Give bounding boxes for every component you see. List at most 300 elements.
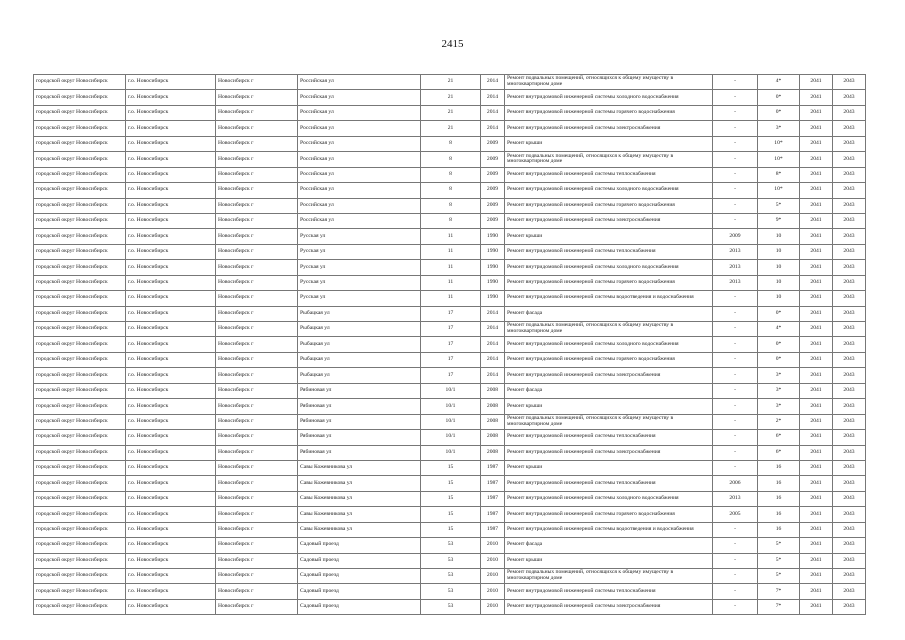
street-cell: Российская ул: [298, 198, 421, 213]
settlement-cell: Новосибирск г: [216, 368, 298, 383]
last-repair-year-cell: -: [713, 522, 758, 537]
street-cell: Русская ул: [298, 229, 421, 244]
build-year-cell: 2009: [481, 198, 505, 213]
street-cell: Садовый проезд: [298, 569, 421, 584]
work-type-cell: Ремонт внутридомовой инженерной системы теплоснабжения: [505, 430, 713, 445]
wear-cell: 3*: [758, 121, 800, 136]
city-district-cell: г.о. Новосибирск: [126, 291, 216, 306]
house-number-cell: 53: [421, 538, 481, 553]
work-type-cell: Ремонт крыши: [505, 399, 713, 414]
house-number-cell: 53: [421, 599, 481, 614]
wear-cell: 16: [758, 491, 800, 506]
house-number-cell: 11: [421, 229, 481, 244]
work-type-cell: Ремонт крыши: [505, 460, 713, 475]
plan-start-cell: 2041: [800, 213, 833, 228]
plan-start-cell: 2041: [800, 121, 833, 136]
plan-end-cell: 2043: [833, 183, 866, 198]
wear-cell: 10*: [758, 152, 800, 167]
settlement-cell: Новосибирск г: [216, 383, 298, 398]
settlement-cell: Новосибирск г: [216, 352, 298, 367]
settlement-cell: Новосибирск г: [216, 136, 298, 151]
house-number-cell: 10/1: [421, 399, 481, 414]
municipal-district-cell: городской округ Новосибирск: [34, 399, 126, 414]
city-district-cell: г.о. Новосибирск: [126, 491, 216, 506]
settlement-cell: Новосибирск г: [216, 260, 298, 275]
house-number-cell: 15: [421, 460, 481, 475]
plan-start-cell: 2041: [800, 476, 833, 491]
wear-cell: 6*: [758, 430, 800, 445]
city-district-cell: г.о. Новосибирск: [126, 136, 216, 151]
plan-end-cell: 2043: [833, 538, 866, 553]
last-repair-year-cell: 2013: [713, 275, 758, 290]
last-repair-year-cell: 2005: [713, 507, 758, 522]
municipal-district-cell: городской округ Новосибирск: [34, 306, 126, 321]
plan-end-cell: 2043: [833, 491, 866, 506]
house-number-cell: 21: [421, 105, 481, 120]
municipal-district-cell: городской округ Новосибирск: [34, 352, 126, 367]
plan-end-cell: 2043: [833, 383, 866, 398]
build-year-cell: 2014: [481, 322, 505, 337]
last-repair-year-cell: -: [713, 584, 758, 599]
wear-cell: 10*: [758, 136, 800, 151]
municipal-district-cell: городской округ Новосибирск: [34, 183, 126, 198]
municipal-district-cell: городской округ Новосибирск: [34, 491, 126, 506]
build-year-cell: 1990: [481, 244, 505, 259]
work-type-cell: Ремонт внутридомовой инженерной системы холодного водоснабжения: [505, 260, 713, 275]
municipal-district-cell: городской округ Новосибирск: [34, 322, 126, 337]
plan-start-cell: 2041: [800, 291, 833, 306]
table-row: [34, 105, 866, 120]
last-repair-year-cell: -: [713, 136, 758, 151]
municipal-district-cell: городской округ Новосибирск: [34, 275, 126, 290]
city-district-cell: г.о. Новосибирск: [126, 538, 216, 553]
build-year-cell: 2008: [481, 445, 505, 460]
wear-cell: 4*: [758, 322, 800, 337]
plan-start-cell: 2041: [800, 322, 833, 337]
house-number-cell: 10/1: [421, 430, 481, 445]
table-row: [34, 460, 866, 475]
house-number-cell: 17: [421, 337, 481, 352]
last-repair-year-cell: -: [713, 90, 758, 105]
house-number-cell: 21: [421, 121, 481, 136]
build-year-cell: 1990: [481, 260, 505, 275]
house-number-cell: 11: [421, 244, 481, 259]
house-number-cell: 11: [421, 260, 481, 275]
wear-cell: 7*: [758, 599, 800, 614]
build-year-cell: 2008: [481, 383, 505, 398]
build-year-cell: 2010: [481, 553, 505, 568]
city-district-cell: г.о. Новосибирск: [126, 522, 216, 537]
last-repair-year-cell: -: [713, 399, 758, 414]
settlement-cell: Новосибирск г: [216, 322, 298, 337]
build-year-cell: 2010: [481, 599, 505, 614]
wear-cell: 5*: [758, 538, 800, 553]
work-type-cell: Ремонт крыши: [505, 553, 713, 568]
house-number-cell: 8: [421, 183, 481, 198]
build-year-cell: 2010: [481, 569, 505, 584]
plan-start-cell: 2041: [800, 569, 833, 584]
street-cell: Рыбацкая ул: [298, 337, 421, 352]
table-body: [34, 75, 866, 615]
table-row: [34, 507, 866, 522]
build-year-cell: 2008: [481, 430, 505, 445]
wear-cell: 7*: [758, 584, 800, 599]
table-row: [34, 430, 866, 445]
last-repair-year-cell: -: [713, 306, 758, 321]
table-row: [34, 275, 866, 290]
work-type-cell: Ремонт внутридомовой инженерной системы горячего водоснабжения: [505, 198, 713, 213]
build-year-cell: 2014: [481, 368, 505, 383]
municipal-district-cell: городской округ Новосибирск: [34, 368, 126, 383]
table-row: [34, 352, 866, 367]
street-cell: Российская ул: [298, 136, 421, 151]
wear-cell: 3*: [758, 383, 800, 398]
plan-start-cell: 2041: [800, 90, 833, 105]
wear-cell: 10: [758, 291, 800, 306]
wear-cell: 5*: [758, 198, 800, 213]
plan-start-cell: 2041: [800, 244, 833, 259]
wear-cell: 0*: [758, 105, 800, 120]
city-district-cell: г.о. Новосибирск: [126, 105, 216, 120]
street-cell: Рыбацкая ул: [298, 352, 421, 367]
municipal-district-cell: городской округ Новосибирск: [34, 260, 126, 275]
plan-end-cell: 2043: [833, 599, 866, 614]
house-number-cell: 8: [421, 136, 481, 151]
plan-end-cell: 2043: [833, 244, 866, 259]
build-year-cell: 2014: [481, 105, 505, 120]
city-district-cell: г.о. Новосибирск: [126, 383, 216, 398]
table-row: [34, 445, 866, 460]
work-type-cell: Ремонт внутридомовой инженерной системы электроснабжения: [505, 368, 713, 383]
plan-end-cell: 2043: [833, 90, 866, 105]
plan-start-cell: 2041: [800, 399, 833, 414]
street-cell: Российская ул: [298, 167, 421, 182]
settlement-cell: Новосибирск г: [216, 599, 298, 614]
work-type-cell: Ремонт подвальных помещений, относящихся к общему имуществу в многоквартирном доме: [505, 569, 713, 584]
work-type-cell: Ремонт подвальных помещений, относящихся к общему имуществу в многоквартирном доме: [505, 75, 713, 90]
municipal-district-cell: городской округ Новосибирск: [34, 569, 126, 584]
street-cell: Рябиновая ул: [298, 414, 421, 429]
settlement-cell: Новосибирск г: [216, 105, 298, 120]
table-row: [34, 522, 866, 537]
last-repair-year-cell: 2013: [713, 244, 758, 259]
settlement-cell: Новосибирск г: [216, 507, 298, 522]
wear-cell: 2*: [758, 414, 800, 429]
city-district-cell: г.о. Новосибирск: [126, 460, 216, 475]
plan-start-cell: 2041: [800, 460, 833, 475]
wear-cell: 9*: [758, 213, 800, 228]
last-repair-year-cell: -: [713, 75, 758, 90]
plan-start-cell: 2041: [800, 522, 833, 537]
plan-start-cell: 2041: [800, 260, 833, 275]
last-repair-year-cell: -: [713, 599, 758, 614]
settlement-cell: Новосибирск г: [216, 291, 298, 306]
city-district-cell: г.о. Новосибирск: [126, 152, 216, 167]
wear-cell: 0*: [758, 337, 800, 352]
street-cell: Российская ул: [298, 121, 421, 136]
plan-end-cell: 2043: [833, 260, 866, 275]
settlement-cell: Новосибирск г: [216, 399, 298, 414]
plan-end-cell: 2043: [833, 414, 866, 429]
house-number-cell: 53: [421, 569, 481, 584]
last-repair-year-cell: -: [713, 538, 758, 553]
wear-cell: 3*: [758, 399, 800, 414]
work-type-cell: Ремонт подвальных помещений, относящихся к общему имуществу в многоквартирном доме: [505, 414, 713, 429]
wear-cell: 3*: [758, 368, 800, 383]
build-year-cell: 1987: [481, 522, 505, 537]
table-row: [34, 152, 866, 167]
city-district-cell: г.о. Новосибирск: [126, 275, 216, 290]
work-type-cell: Ремонт внутридомовой инженерной системы электроснабжения: [505, 213, 713, 228]
settlement-cell: Новосибирск г: [216, 275, 298, 290]
city-district-cell: г.о. Новосибирск: [126, 167, 216, 182]
work-type-cell: Ремонт внутридомовой инженерной системы водоотведения и водоснабжения: [505, 522, 713, 537]
municipal-district-cell: городской округ Новосибирск: [34, 584, 126, 599]
street-cell: Рябиновая ул: [298, 383, 421, 398]
street-cell: Русская ул: [298, 244, 421, 259]
municipal-district-cell: городской округ Новосибирск: [34, 291, 126, 306]
municipal-district-cell: городской округ Новосибирск: [34, 244, 126, 259]
house-number-cell: 8: [421, 198, 481, 213]
city-district-cell: г.о. Новосибирск: [126, 368, 216, 383]
street-cell: Савы Кожевникова ул: [298, 491, 421, 506]
wear-cell: 0*: [758, 306, 800, 321]
settlement-cell: Новосибирск г: [216, 229, 298, 244]
last-repair-year-cell: -: [713, 167, 758, 182]
last-repair-year-cell: -: [713, 337, 758, 352]
plan-end-cell: 2043: [833, 322, 866, 337]
page-number: 2415: [441, 38, 464, 50]
last-repair-year-cell: -: [713, 183, 758, 198]
work-type-cell: Ремонт внутридомовой инженерной системы электроснабжения: [505, 599, 713, 614]
last-repair-year-cell: 2006: [713, 476, 758, 491]
plan-start-cell: 2041: [800, 553, 833, 568]
table-row: [34, 75, 866, 90]
work-type-cell: Ремонт внутридомовой инженерной системы теплоснабжения: [505, 167, 713, 182]
table-row: [34, 291, 866, 306]
table-row: [34, 244, 866, 259]
work-type-cell: Ремонт фасада: [505, 383, 713, 398]
plan-start-cell: 2041: [800, 538, 833, 553]
build-year-cell: 2009: [481, 213, 505, 228]
street-cell: Рыбацкая ул: [298, 306, 421, 321]
build-year-cell: 2014: [481, 352, 505, 367]
municipal-district-cell: городской округ Новосибирск: [34, 75, 126, 90]
street-cell: Рябиновая ул: [298, 399, 421, 414]
work-type-cell: Ремонт внутридомовой инженерной системы холодного водоснабжения: [505, 337, 713, 352]
plan-end-cell: 2043: [833, 553, 866, 568]
work-type-cell: Ремонт внутридомовой инженерной системы горячего водоснабжения: [505, 275, 713, 290]
municipal-district-cell: городской округ Новосибирск: [34, 90, 126, 105]
table-row: [34, 337, 866, 352]
work-type-cell: Ремонт внутридомовой инженерной системы теплоснабжения: [505, 244, 713, 259]
plan-start-cell: 2041: [800, 306, 833, 321]
work-type-cell: Ремонт внутридомовой инженерной системы теплоснабжения: [505, 584, 713, 599]
settlement-cell: Новосибирск г: [216, 476, 298, 491]
plan-end-cell: 2043: [833, 445, 866, 460]
last-repair-year-cell: -: [713, 213, 758, 228]
table-row: [34, 260, 866, 275]
settlement-cell: Новосибирск г: [216, 522, 298, 537]
build-year-cell: 2009: [481, 183, 505, 198]
build-year-cell: 2014: [481, 90, 505, 105]
house-number-cell: 53: [421, 553, 481, 568]
street-cell: Садовый проезд: [298, 584, 421, 599]
street-cell: Русская ул: [298, 291, 421, 306]
street-cell: Русская ул: [298, 275, 421, 290]
municipal-district-cell: городской округ Новосибирск: [34, 105, 126, 120]
work-type-cell: Ремонт внутридомовой инженерной системы холодного водоснабжения: [505, 491, 713, 506]
street-cell: Савы Кожевникова ул: [298, 476, 421, 491]
build-year-cell: 2009: [481, 167, 505, 182]
street-cell: Российская ул: [298, 105, 421, 120]
city-district-cell: г.о. Новосибирск: [126, 322, 216, 337]
table-row: [34, 198, 866, 213]
city-district-cell: г.о. Новосибирск: [126, 244, 216, 259]
last-repair-year-cell: -: [713, 383, 758, 398]
plan-end-cell: 2043: [833, 399, 866, 414]
municipal-district-cell: городской округ Новосибирск: [34, 507, 126, 522]
municipal-district-cell: городской округ Новосибирск: [34, 414, 126, 429]
wear-cell: 5*: [758, 553, 800, 568]
last-repair-year-cell: -: [713, 430, 758, 445]
table-row: [34, 599, 866, 614]
plan-end-cell: 2043: [833, 136, 866, 151]
work-type-cell: Ремонт фасада: [505, 538, 713, 553]
settlement-cell: Новосибирск г: [216, 414, 298, 429]
house-number-cell: 8: [421, 152, 481, 167]
table-row: [34, 167, 866, 182]
plan-end-cell: 2043: [833, 352, 866, 367]
table-row: [34, 368, 866, 383]
work-type-cell: Ремонт внутридомовой инженерной системы водоотведения и водоснабжения: [505, 291, 713, 306]
last-repair-year-cell: -: [713, 152, 758, 167]
house-number-cell: 15: [421, 522, 481, 537]
wear-cell: 8*: [758, 167, 800, 182]
municipal-district-cell: городской округ Новосибирск: [34, 213, 126, 228]
municipal-district-cell: городской округ Новосибирск: [34, 383, 126, 398]
build-year-cell: 2010: [481, 538, 505, 553]
build-year-cell: 2009: [481, 136, 505, 151]
last-repair-year-cell: -: [713, 460, 758, 475]
city-district-cell: г.о. Новосибирск: [126, 75, 216, 90]
street-cell: Российская ул: [298, 213, 421, 228]
municipal-district-cell: городской округ Новосибирск: [34, 599, 126, 614]
city-district-cell: г.о. Новосибирск: [126, 414, 216, 429]
build-year-cell: 1990: [481, 291, 505, 306]
settlement-cell: Новосибирск г: [216, 538, 298, 553]
plan-end-cell: 2043: [833, 152, 866, 167]
build-year-cell: 2014: [481, 121, 505, 136]
municipal-district-cell: городской округ Новосибирск: [34, 460, 126, 475]
plan-end-cell: 2043: [833, 291, 866, 306]
wear-cell: 0*: [758, 352, 800, 367]
wear-cell: 16: [758, 476, 800, 491]
street-cell: Рябиновая ул: [298, 430, 421, 445]
repair-schedule-table: [33, 74, 866, 615]
table-row: [34, 136, 866, 151]
last-repair-year-cell: -: [713, 121, 758, 136]
house-number-cell: 10/1: [421, 383, 481, 398]
house-number-cell: 11: [421, 291, 481, 306]
work-type-cell: Ремонт подвальных помещений, относящихся к общему имуществу в многоквартирном доме: [505, 152, 713, 167]
plan-end-cell: 2043: [833, 476, 866, 491]
city-district-cell: г.о. Новосибирск: [126, 337, 216, 352]
wear-cell: 16: [758, 507, 800, 522]
city-district-cell: г.о. Новосибирск: [126, 198, 216, 213]
table-row: [34, 121, 866, 136]
last-repair-year-cell: -: [713, 322, 758, 337]
wear-cell: 10: [758, 260, 800, 275]
plan-start-cell: 2041: [800, 105, 833, 120]
work-type-cell: Ремонт внутридомовой инженерной системы горячего водоснабжения: [505, 507, 713, 522]
settlement-cell: Новосибирск г: [216, 198, 298, 213]
street-cell: Русская ул: [298, 260, 421, 275]
plan-start-cell: 2041: [800, 352, 833, 367]
street-cell: Савы Кожевникова ул: [298, 460, 421, 475]
build-year-cell: 1990: [481, 229, 505, 244]
house-number-cell: 10/1: [421, 414, 481, 429]
plan-end-cell: 2043: [833, 167, 866, 182]
city-district-cell: г.о. Новосибирск: [126, 569, 216, 584]
plan-end-cell: 2043: [833, 430, 866, 445]
municipal-district-cell: городской округ Новосибирск: [34, 337, 126, 352]
street-cell: Российская ул: [298, 183, 421, 198]
plan-start-cell: 2041: [800, 337, 833, 352]
last-repair-year-cell: -: [713, 368, 758, 383]
plan-start-cell: 2041: [800, 75, 833, 90]
plan-end-cell: 2043: [833, 198, 866, 213]
municipal-district-cell: городской округ Новосибирск: [34, 136, 126, 151]
street-cell: Российская ул: [298, 152, 421, 167]
street-cell: Савы Кожевникова ул: [298, 507, 421, 522]
table-row: [34, 491, 866, 506]
plan-start-cell: 2041: [800, 152, 833, 167]
build-year-cell: 1990: [481, 275, 505, 290]
plan-start-cell: 2041: [800, 383, 833, 398]
city-district-cell: г.о. Новосибирск: [126, 445, 216, 460]
wear-cell: 6*: [758, 445, 800, 460]
table-row: [34, 414, 866, 429]
wear-cell: 10*: [758, 183, 800, 198]
last-repair-year-cell: -: [713, 414, 758, 429]
work-type-cell: Ремонт внутридомовой инженерной системы холодного водоснабжения: [505, 183, 713, 198]
plan-end-cell: 2043: [833, 522, 866, 537]
settlement-cell: Новосибирск г: [216, 337, 298, 352]
settlement-cell: Новосибирск г: [216, 306, 298, 321]
wear-cell: 0*: [758, 90, 800, 105]
plan-start-cell: 2041: [800, 229, 833, 244]
plan-end-cell: 2043: [833, 75, 866, 90]
last-repair-year-cell: -: [713, 352, 758, 367]
table-row: [34, 584, 866, 599]
table-row: [34, 569, 866, 584]
plan-start-cell: 2041: [800, 167, 833, 182]
municipal-district-cell: городской округ Новосибирск: [34, 476, 126, 491]
wear-cell: 16: [758, 460, 800, 475]
plan-end-cell: 2043: [833, 306, 866, 321]
work-type-cell: Ремонт подвальных помещений, относящихся к общему имуществу в многоквартирном доме: [505, 322, 713, 337]
house-number-cell: 11: [421, 275, 481, 290]
work-type-cell: Ремонт внутридомовой инженерной системы горячего водоснабжения: [505, 352, 713, 367]
wear-cell: 16: [758, 522, 800, 537]
work-type-cell: Ремонт фасада: [505, 306, 713, 321]
work-type-cell: Ремонт внутридомовой инженерной системы горячего водоснабжения: [505, 105, 713, 120]
wear-cell: 10: [758, 275, 800, 290]
settlement-cell: Новосибирск г: [216, 183, 298, 198]
build-year-cell: 2014: [481, 306, 505, 321]
city-district-cell: г.о. Новосибирск: [126, 213, 216, 228]
